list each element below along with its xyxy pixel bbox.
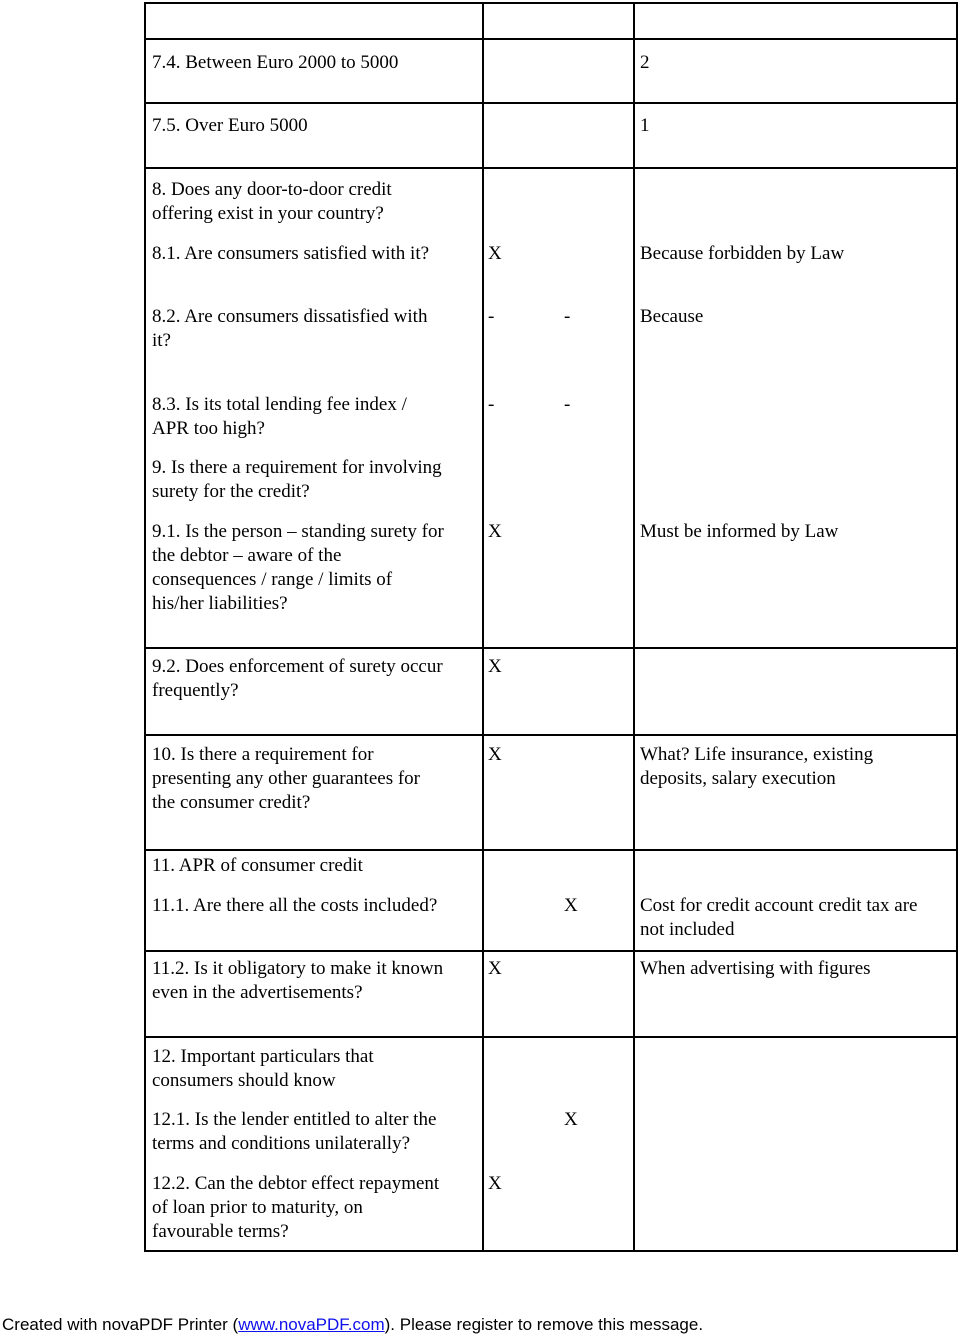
- question-text-line: even in the advertisements?: [152, 982, 363, 1003]
- question-text-line: presenting any other guarantees for: [152, 768, 421, 789]
- x-mark: X: [488, 1173, 502, 1194]
- question-text-line: 11.2. Is it obligatory to make it known: [152, 958, 444, 979]
- x-mark: X: [488, 958, 502, 979]
- question-text-line: 12.1. Is the lender entitled to alter the: [152, 1109, 437, 1130]
- x-mark: X: [564, 1109, 578, 1130]
- question-text: 7.5. Over Euro 5000: [152, 115, 308, 136]
- row-divider: [146, 849, 956, 851]
- question-text-line: terms and conditions unilaterally?: [152, 1133, 411, 1154]
- x-mark: X: [488, 656, 502, 677]
- question-text-line: his/her liabilities?: [152, 593, 288, 614]
- question-text-line: consumers should know: [152, 1070, 336, 1091]
- dash-mark: -: [564, 394, 571, 415]
- row-divider: [146, 647, 956, 649]
- dash-mark: -: [488, 394, 495, 415]
- question-text-line: surety for the credit?: [152, 481, 310, 502]
- row-divider: [146, 734, 956, 736]
- row-divider: [146, 38, 956, 40]
- question-text: 7.4. Between Euro 2000 to 5000: [152, 52, 399, 73]
- x-mark: X: [488, 243, 502, 264]
- row-divider: [146, 167, 956, 169]
- row-divider: [146, 1036, 956, 1038]
- comment-text: Because: [640, 306, 704, 327]
- answer-value: 1: [640, 115, 650, 136]
- row-divider: [146, 102, 956, 104]
- comment-text: Because forbidden by Law: [640, 243, 845, 264]
- x-mark: X: [488, 744, 502, 765]
- answer-value: 2: [640, 52, 650, 73]
- row-divider: [146, 950, 956, 952]
- question-text-line: 12.2. Can the debtor effect repayment: [152, 1173, 440, 1194]
- watermark-footer: [2, 1314, 703, 1336]
- question-text-line: the consumer credit?: [152, 792, 311, 813]
- question-text-line: 9.1. Is the person – standing surety for: [152, 521, 444, 542]
- question-text-line: 8.2. Are consumers dissatisfied with: [152, 306, 428, 327]
- question-text-line: favourable terms?: [152, 1221, 289, 1242]
- column-divider: [633, 4, 635, 1250]
- x-mark: X: [488, 521, 502, 542]
- comment-text-line: What? Life insurance, existing: [640, 744, 874, 765]
- question-text-line: 8. Does any door-to-door credit: [152, 179, 392, 200]
- question-text-line: 9. Is there a requirement for involving: [152, 457, 442, 478]
- comment-text: When advertising with figures: [640, 958, 871, 979]
- comment-text-line: not included: [640, 919, 735, 940]
- question-text: 11.1. Are there all the costs included?: [152, 895, 438, 916]
- question-text-line: APR too high?: [152, 418, 265, 439]
- question-text-line: offering exist in your country?: [152, 203, 384, 224]
- question-text-line: 12. Important particulars that: [152, 1046, 374, 1067]
- comment-text-line: Cost for credit account credit tax are: [640, 895, 918, 916]
- comment-text-line: deposits, salary execution: [640, 768, 836, 789]
- dash-mark: -: [564, 306, 571, 327]
- question-text: 8.1. Are consumers satisfied with it?: [152, 243, 430, 264]
- footer-suffix: ). Please register to remove this message.: [384, 1315, 704, 1334]
- question-text-line: 10. Is there a requirement for: [152, 744, 374, 765]
- novapdf-link[interactable]: www.novaPDF.com: [238, 1315, 385, 1334]
- dash-mark: -: [488, 306, 495, 327]
- question-text: 11. APR of consumer credit: [152, 855, 363, 876]
- question-text-line: the debtor – aware of the: [152, 545, 342, 566]
- column-divider: [482, 4, 484, 1250]
- question-text-line: 8.3. Is its total lending fee index /: [152, 394, 407, 415]
- question-text-line: it?: [152, 330, 171, 351]
- x-mark: X: [564, 895, 578, 916]
- question-text-line: 9.2. Does enforcement of surety occur: [152, 656, 443, 677]
- comment-text: Must be informed by Law: [640, 521, 839, 542]
- question-text-line: consequences / range / limits of: [152, 569, 393, 590]
- question-text-line: of loan prior to maturity, on: [152, 1197, 363, 1218]
- question-text-line: frequently?: [152, 680, 239, 701]
- footer-prefix: Created with novaPDF Printer (: [2, 1315, 239, 1334]
